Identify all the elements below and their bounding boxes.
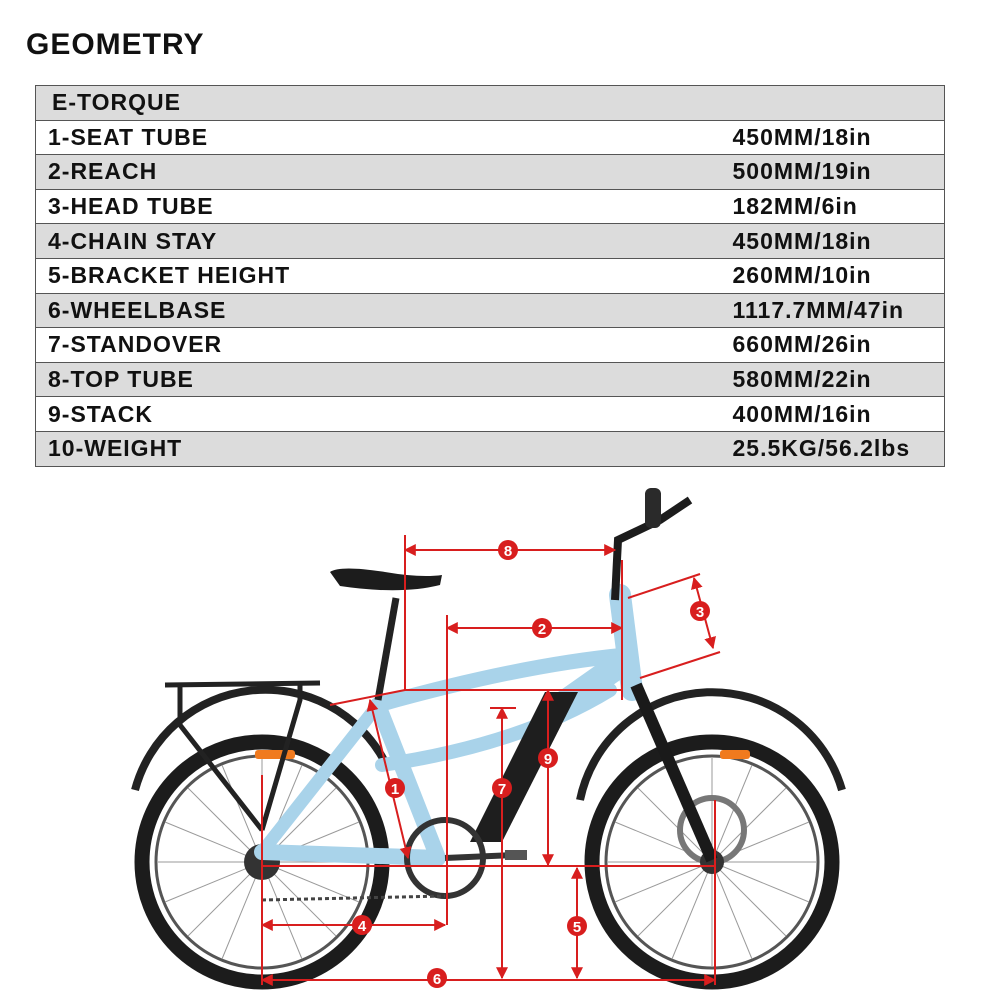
table-row: [36, 189, 945, 224]
svg-text:8: 8: [503, 543, 513, 560]
saddle: [330, 569, 442, 591]
marker-2: [532, 618, 552, 638]
geometry-table: [35, 85, 945, 467]
chain: [262, 896, 445, 900]
table-row: [36, 431, 945, 466]
table-row: [36, 155, 945, 190]
marker-4: [352, 915, 372, 935]
marker-5: [567, 916, 587, 936]
row-label: 9-STACK: [36, 397, 733, 432]
row-label: 1-SEAT TUBE: [36, 120, 733, 155]
seat-post: [378, 598, 396, 700]
marker-1: [385, 778, 405, 798]
row-label: 6-WHEELBASE: [36, 293, 733, 328]
row-value: 450MM/18in: [733, 120, 945, 155]
svg-text:3: 3: [695, 604, 705, 621]
row-value: 660MM/26in: [733, 328, 945, 363]
row-value: 1117.7MM/47in: [733, 293, 945, 328]
marker-9: [538, 748, 558, 768]
grip: [645, 488, 661, 528]
table-row: [36, 293, 945, 328]
row-label: 3-HEAD TUBE: [36, 189, 733, 224]
row-value: 260MM/10in: [733, 258, 945, 293]
svg-text:7: 7: [497, 781, 507, 798]
row-value: 400MM/16in: [733, 397, 945, 432]
marker-8: [498, 540, 518, 560]
svg-text:4: 4: [357, 918, 367, 935]
row-label: 8-TOP TUBE: [36, 362, 733, 397]
svg-text:9: 9: [543, 751, 553, 768]
svg-text:1: 1: [390, 781, 400, 798]
table-row: [36, 328, 945, 363]
table-row: [36, 397, 945, 432]
front-wheel: [592, 742, 832, 982]
row-value: 450MM/18in: [733, 224, 945, 259]
marker-6: [427, 968, 447, 988]
svg-text:2: 2: [537, 621, 547, 638]
front-reflector: [720, 750, 750, 759]
table-row: [36, 224, 945, 259]
marker-7: [492, 778, 512, 798]
svg-text:5: 5: [572, 919, 582, 936]
table-header-row: [36, 86, 945, 121]
model-name: E-TORQUE: [36, 86, 945, 121]
row-value: 182MM/6in: [733, 189, 945, 224]
row-label: 2-REACH: [36, 155, 733, 190]
row-value: 500MM/19in: [733, 155, 945, 190]
row-value: 25.5KG/56.2lbs: [733, 431, 945, 466]
bike-geometry-diagram: [0, 480, 1000, 1000]
front-fork: [636, 685, 712, 860]
table-row: [36, 120, 945, 155]
marker-3: [690, 601, 710, 621]
rear-reflector: [255, 750, 295, 759]
crank-arm: [445, 855, 515, 858]
page-title: GEOMETRY: [26, 28, 205, 61]
row-value: 580MM/22in: [733, 362, 945, 397]
row-label: 10-WEIGHT: [36, 431, 733, 466]
row-label: 7-STANDOVER: [36, 328, 733, 363]
svg-text:6: 6: [432, 971, 442, 988]
row-label: 4-CHAIN STAY: [36, 224, 733, 259]
row-label: 5-BRACKET HEIGHT: [36, 258, 733, 293]
pedal: [505, 850, 527, 860]
table-row: [36, 258, 945, 293]
battery: [470, 692, 578, 842]
table-row: [36, 362, 945, 397]
